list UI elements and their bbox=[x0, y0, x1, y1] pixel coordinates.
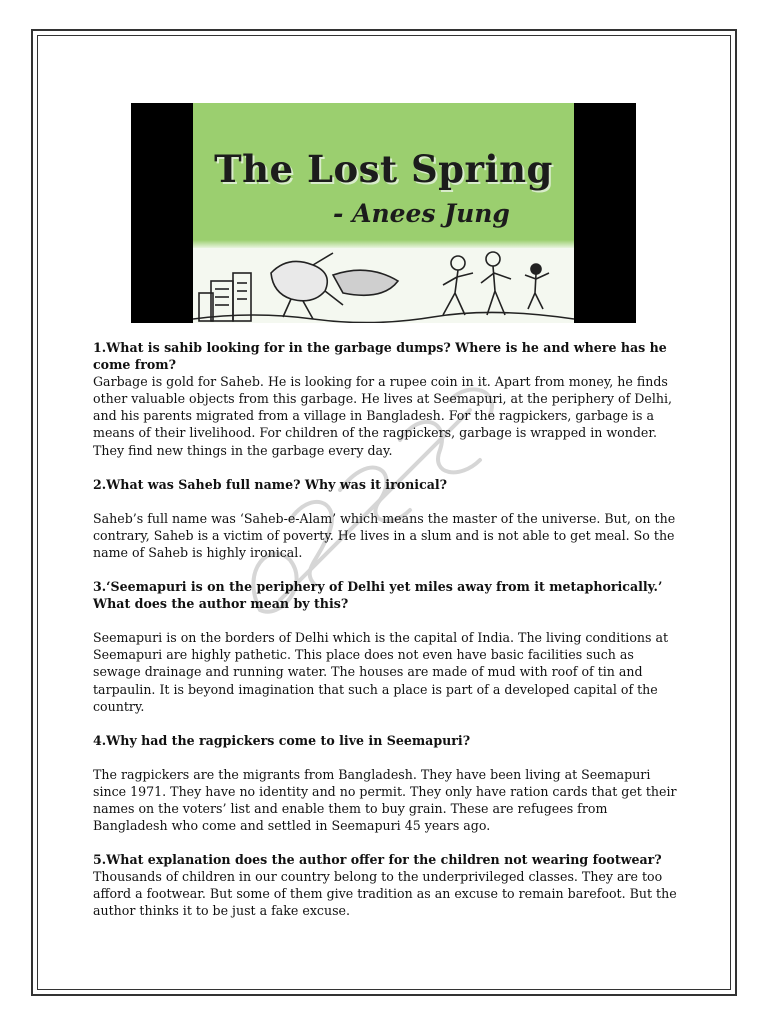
answer-1: Garbage is gold for Saheb. He is looking for a rupee coin in it. Apart from money, he finds other valuable objects from this garbage. He lives at Seemapuri, at the periphery of Delhi, and his parents migrated from a village in Bangladesh. For the ragpickers, garbage is a means of their livelihood. For children of the ragpickers, garbage is wrapped in wonder. They find new things in the garbage every day. bbox=[93, 374, 672, 458]
title-banner bbox=[131, 103, 636, 323]
answer-3: Seemapuri is on the borders of Delhi which is the capital of India. The living conditions at Seemapuri are highly pathetic. This place does not even have basic facilities such as sewage drainage and running water. The houses are made of mud with roof of tin and tarpaulin. It is beyond imagination that such a place is part of a developed capital of the country. bbox=[93, 630, 669, 714]
question-5: 5.What explanation does the author offer for the children not wearing footwear? bbox=[93, 852, 662, 868]
answer-2: Saheb’s full name was ‘Saheb-e-Alam’ which means the master of the universe. But, on the contrary, Saheb is a victim of poverty. He lives in a slum and is not able to get meal. So the name of Saheb is highly ironical. bbox=[93, 510, 676, 560]
answer-4: The ragpickers are the migrants from Bangladesh. They have been living at Seemapuri since 1971. They have no identity and no permit. They only have ration cards that get their names on the voters’ list and enable them to buy grain. These are refugees from Bangladesh who come and settled in Seemapuri 45 years ago. bbox=[93, 766, 677, 834]
question-4: 4.Why had the ragpickers come to live in Seemapuri? bbox=[93, 732, 471, 748]
question-2: 2.What was Saheb full name? Why was it ironical? bbox=[93, 476, 448, 492]
question-1: 1.What is sahib looking for in the garbage dumps? Where is he and where has he come from? bbox=[93, 340, 667, 373]
ragpicker-illustration bbox=[193, 233, 574, 323]
banner-panel bbox=[193, 103, 574, 323]
banner-author: - Anees Jung bbox=[333, 199, 510, 228]
banner-title: The Lost Spring bbox=[214, 147, 553, 191]
question-3: 3.‘Seemapuri is on the periphery of Delhi yet miles away from it metaphorically.’ What does the author mean by this? bbox=[93, 579, 663, 612]
qa-content bbox=[93, 339, 683, 920]
answer-5: Thousands of children in our country belong to the underprivileged classes. They are too afford a footwear. But some of them give tradition as an excuse to remain barefoot. But the author thinks it to be just a fake excuse. bbox=[93, 869, 677, 919]
